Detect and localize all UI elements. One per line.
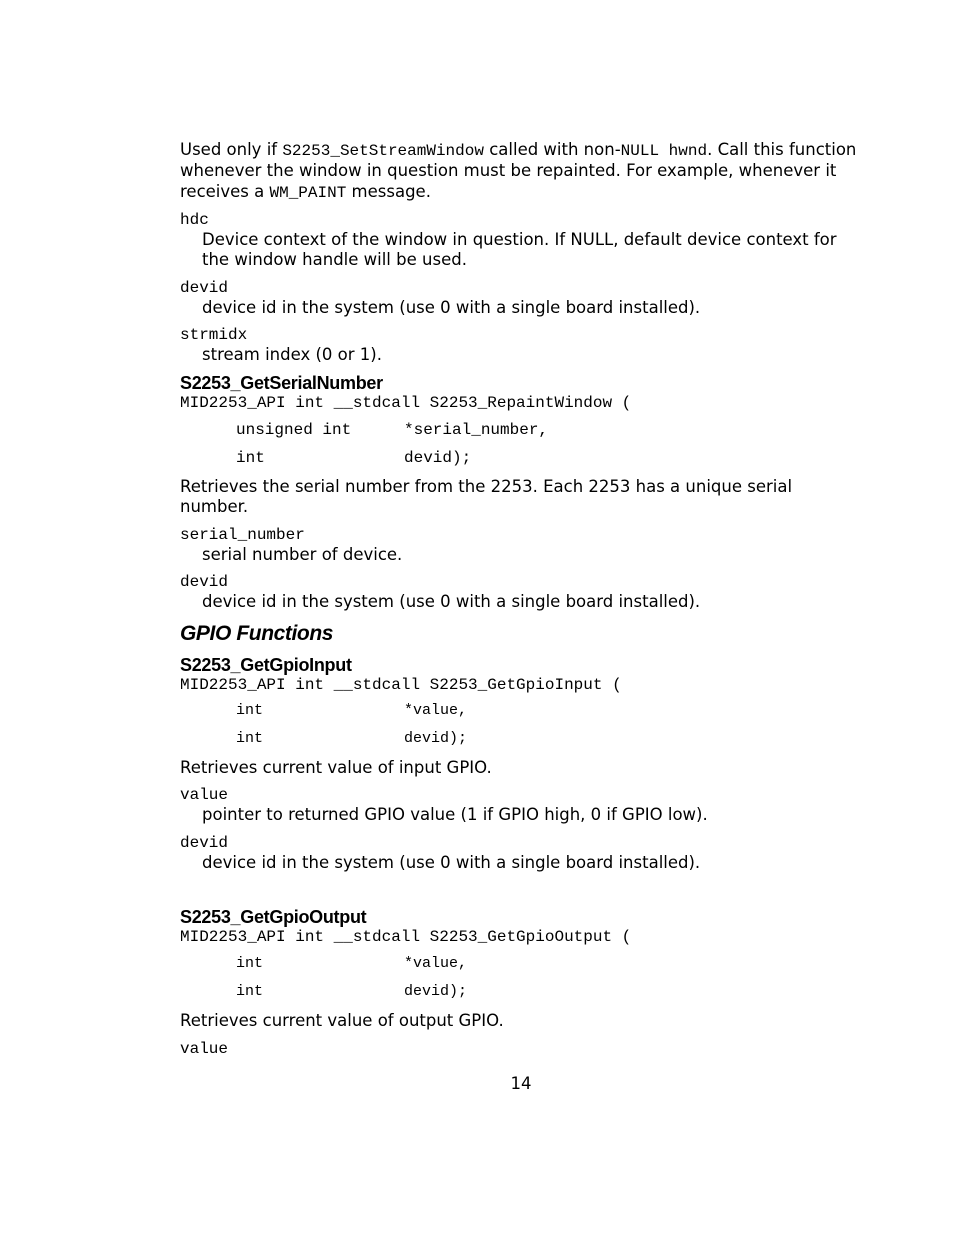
argument-type: int — [236, 955, 264, 972]
argument-row — [180, 730, 860, 758]
argument-type: int — [236, 701, 264, 719]
argument-row — [180, 702, 860, 730]
page-number: 14 — [510, 1074, 532, 1093]
param-name-value: value — [180, 786, 229, 804]
argument-row — [180, 449, 860, 477]
argument-row — [180, 421, 860, 449]
param-desc-devid: device id in the system (use 0 with a single board installed). — [202, 592, 701, 611]
param-desc-devid: device id in the system (use 0 with a single board installed). — [202, 852, 701, 872]
section-title-gpio-functions: GPIO Functions — [180, 621, 334, 645]
param-name-devid: devid — [180, 278, 229, 297]
argument-type: int — [236, 983, 264, 1000]
intro-text-1: Used only if — [180, 140, 283, 159]
function-heading-get-gpio-output: S2253_GetGpioOutput — [180, 907, 367, 927]
function-heading-get-serial-number: S2253_GetSerialNumber — [180, 372, 383, 393]
param-desc-devid: device id in the system (use 0 with a single board installed). — [202, 297, 701, 317]
param-desc-hdc: Device context of the window in question. If NULL, default device context for the window handle will be used. — [202, 229, 837, 269]
param-name-hdc: hdc — [180, 210, 209, 229]
param-name-strmidx: strmidx — [180, 326, 248, 344]
function-description-gpio-input: Retrieves current value of input GPIO. — [180, 757, 492, 777]
param-desc-serial-number: serial number of device. — [202, 544, 403, 564]
function-description-serial: Retrieves the serial number from the 2253. Each 2253 has a unique serial number. — [180, 476, 793, 516]
param-name-devid: devid — [180, 573, 229, 591]
argument-type: int — [236, 729, 264, 747]
param-name-serial-number: serial_number — [180, 525, 305, 544]
argument-name: devid); — [404, 983, 468, 1000]
argument-name: *value, — [404, 955, 468, 972]
document-page-content — [180, 140, 860, 1059]
argument-row — [180, 955, 860, 983]
param-desc-value: pointer to returned GPIO value (1 if GPIO high, 0 if GPIO low). — [202, 805, 708, 824]
function-signature-gpio-output: MID2253_API int __stdcall S2253_GetGpioOutput ( — [180, 928, 632, 946]
intro-text-4: message. — [346, 181, 431, 201]
repaint-description — [180, 140, 860, 203]
param-name-devid: devid — [180, 833, 229, 852]
argument-type: int — [236, 448, 265, 467]
argument-type: unsigned int — [236, 420, 352, 439]
intro-text-3: . Call this function whenever the window in question must be repainted. For example, whenever it receives a — [180, 140, 857, 201]
argument-name: *value, — [404, 701, 468, 719]
param-name-value: value — [180, 1039, 229, 1058]
argument-name: *serial_number, — [404, 420, 549, 439]
argument-name: devid); — [404, 729, 468, 747]
param-desc-strmidx: stream index (0 or 1). — [202, 345, 382, 364]
function-description-gpio-output: Retrieves current value of output GPIO. — [180, 1011, 504, 1030]
intro-code-setstreamwindow: S2253_SetStreamWindow — [282, 142, 484, 160]
argument-name: devid); — [404, 448, 472, 467]
intro-text-2: called with non- — [483, 140, 621, 159]
argument-row — [180, 983, 860, 1011]
intro-code-wm-paint: WM_PAINT — [269, 183, 347, 202]
function-signature-serial: MID2253_API int __stdcall S2253_RepaintWindow ( — [180, 393, 632, 412]
function-signature-gpio-input: MID2253_API int __stdcall S2253_GetGpioInput ( — [180, 675, 622, 694]
function-heading-get-gpio-input: S2253_GetGpioInput — [180, 654, 352, 675]
intro-code-null-hwnd: NULL hwnd — [620, 142, 708, 160]
